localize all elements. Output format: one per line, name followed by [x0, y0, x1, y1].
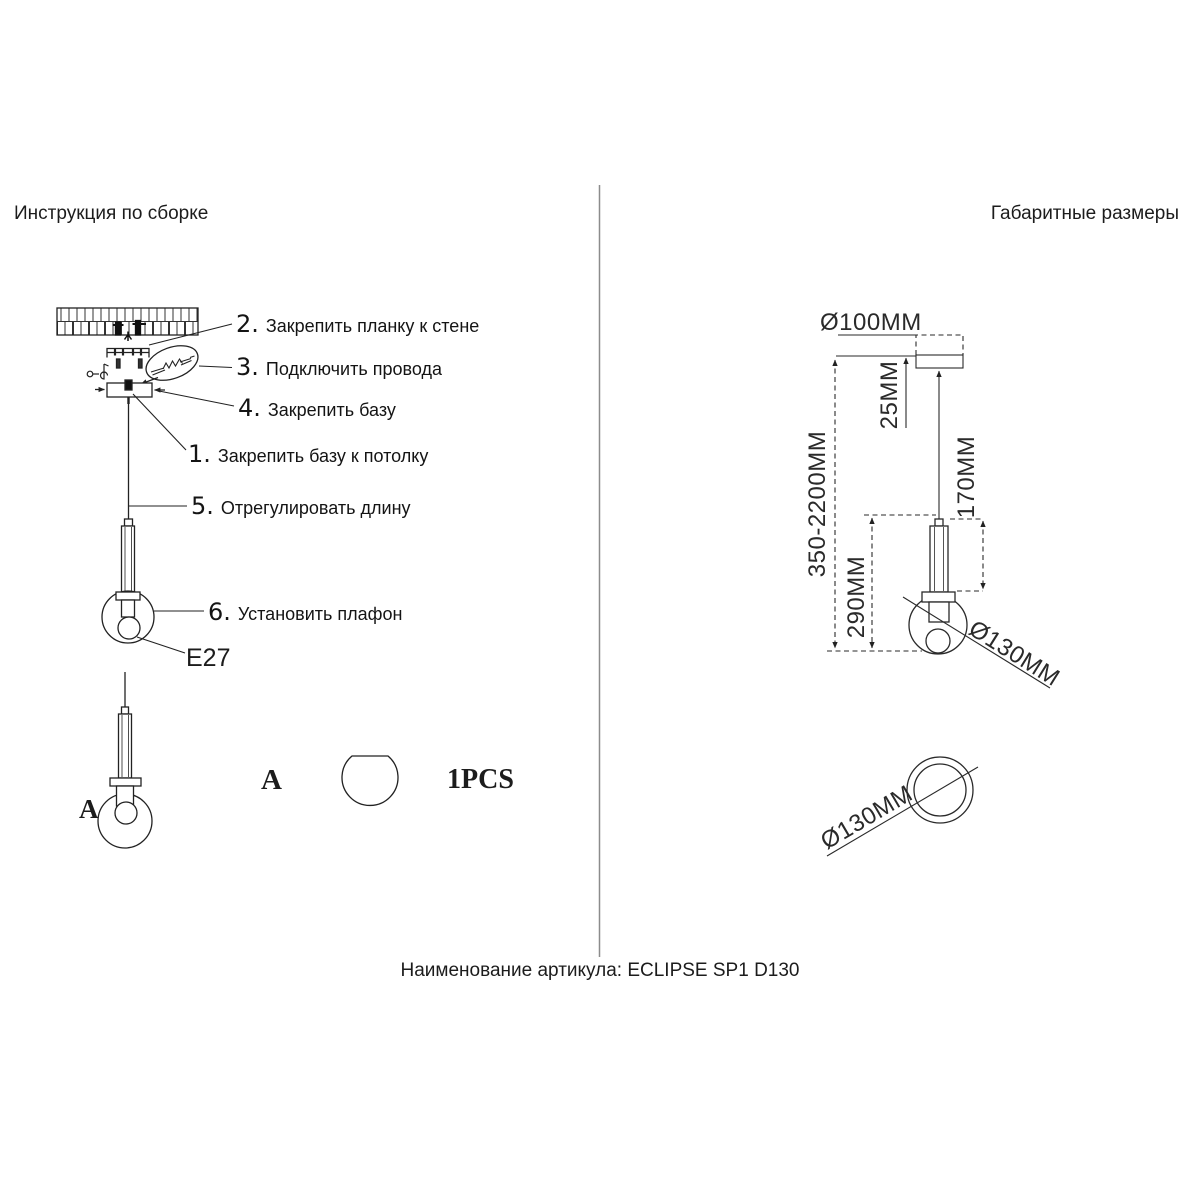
mounting-bracket-drawing — [107, 349, 149, 369]
dim-tube-height: 170MM — [953, 435, 980, 519]
detail-a-marker: A — [79, 794, 99, 824]
step-1 — [188, 440, 428, 468]
step-1-number: 1. — [188, 440, 211, 468]
step-6-label: Установить плафон — [237, 604, 403, 624]
article-name: Наименование артикула: ECLIPSE SP1 D130 — [400, 960, 800, 981]
step-1-label: Закрепить базу к потолку — [217, 446, 429, 466]
step-3 — [236, 353, 442, 381]
step-2 — [236, 310, 479, 338]
dim-shade-diameter-side: Ø130MM — [963, 615, 1065, 692]
step-3-number: 3. — [236, 353, 259, 381]
wire-connection-detail — [141, 339, 202, 387]
polarity-symbols — [87, 364, 108, 379]
step-5-number: 5. — [191, 492, 214, 520]
page-title-left: Инструкция по сборке — [14, 203, 209, 224]
dim-canopy-height: 25MM — [876, 360, 903, 430]
legend-shade-glyph — [342, 756, 398, 805]
step-6-number: 6. — [208, 598, 231, 626]
legend-quantity: 1PCS — [447, 764, 514, 795]
bulb — [118, 617, 140, 639]
step-2-number: 2. — [236, 310, 259, 338]
pendant-lamp-drawing — [102, 519, 154, 643]
page-title-right: Габаритные размеры — [990, 203, 1179, 224]
step-4 — [238, 394, 396, 422]
step-2-label: Закрепить планку к стене — [265, 316, 480, 336]
step-5-label: Отрегулировать длину — [220, 498, 411, 518]
dim-shade-diameter-bottom: Ø130MM — [816, 780, 918, 856]
dim-suspension-range: 350-2200MM — [804, 430, 831, 578]
step-3-label: Подключить провода — [265, 359, 442, 379]
dim-fixture-height: 290MM — [843, 555, 870, 639]
base-screw — [125, 380, 132, 390]
pendant-lamp-drawing-right — [909, 519, 967, 654]
legend-a-marker: A — [261, 764, 282, 796]
step-5 — [191, 492, 411, 520]
socket — [122, 600, 135, 617]
dim-canopy-diameter: Ø100MM — [820, 309, 922, 336]
wall-drawing — [57, 308, 198, 335]
step-6 — [208, 598, 402, 626]
socket-type-label: E27 — [186, 644, 231, 672]
step-4-label: Закрепить базу — [267, 400, 396, 420]
shade-flange — [116, 592, 140, 600]
base-drawing — [95, 380, 165, 404]
assembly-diagram — [57, 308, 398, 848]
detail-a-lamp-drawing — [98, 672, 152, 848]
step-4-number: 4. — [238, 394, 261, 422]
